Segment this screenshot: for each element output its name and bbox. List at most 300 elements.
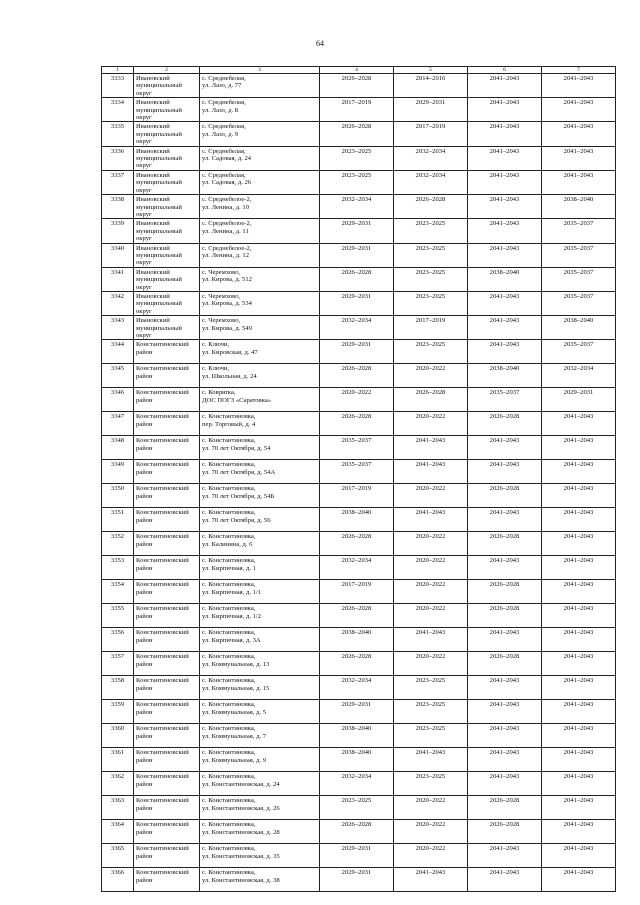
- address-line: пер. Торговый, д. 4: [202, 420, 256, 428]
- record-number-cell: 3353: [102, 556, 134, 580]
- municipality-line: муниципальный: [136, 300, 182, 308]
- period-cell: 2041–2043: [468, 844, 542, 868]
- municipality-line: округ: [136, 235, 152, 243]
- period-cell: 2023–2025: [394, 291, 468, 315]
- period-cell: 2041–2043: [468, 556, 542, 580]
- record-number-cell: 3342: [102, 291, 134, 315]
- address-cell: [200, 580, 320, 604]
- period-cell: 2038–2040: [320, 628, 394, 652]
- municipality-line: район: [136, 468, 153, 476]
- table-row: [102, 676, 616, 700]
- municipality-line: район: [136, 876, 153, 884]
- municipality-line: район: [136, 708, 153, 716]
- address-line: с. Среднебелая,: [202, 99, 246, 107]
- record-number-cell: 3333: [102, 74, 134, 98]
- municipality-line: Ивановский: [136, 147, 170, 155]
- period-cell: 2041–2043: [468, 436, 542, 460]
- period-cell: 2017–2019: [394, 316, 468, 340]
- period-cell: 2020–2022: [394, 364, 468, 388]
- address-line: с. Константиновка,: [202, 461, 256, 469]
- municipality-line: Ивановский: [136, 171, 170, 179]
- period-cell: 2029–2031: [320, 291, 394, 315]
- table-row: [102, 146, 616, 170]
- municipality-line: округ: [136, 114, 152, 122]
- municipality-line: муниципальный: [136, 155, 182, 163]
- municipality-cell: [134, 604, 200, 628]
- period-cell: 2041–2043: [468, 219, 542, 243]
- period-cell: 2023–2025: [394, 772, 468, 796]
- address-cell: [200, 436, 320, 460]
- period-cell: 2041–2043: [542, 484, 616, 508]
- municipality-line: Ивановский: [136, 244, 170, 252]
- period-cell: 2020–2022: [320, 388, 394, 412]
- municipality-cell: [134, 484, 200, 508]
- table-row: [102, 267, 616, 291]
- period-cell: 2041–2043: [542, 796, 616, 820]
- period-cell: 2026–2028: [468, 604, 542, 628]
- period-cell: 2035–2037: [320, 460, 394, 484]
- address-line: с. Константиновка,: [202, 869, 256, 877]
- period-cell: 2023–2025: [394, 243, 468, 267]
- municipality-line: район: [136, 756, 153, 764]
- address-line: с. Константиновка,: [202, 701, 256, 709]
- period-cell: 2041–2043: [468, 700, 542, 724]
- period-cell: 2032–2034: [320, 772, 394, 796]
- municipality-line: Константиновский: [136, 341, 189, 349]
- record-number-cell: 3344: [102, 340, 134, 364]
- table-row: [102, 508, 616, 532]
- municipality-cell: [134, 364, 200, 388]
- period-cell: 2041–2043: [542, 508, 616, 532]
- address-line: с. Черемхово,: [202, 317, 241, 325]
- period-cell: 2020–2022: [394, 580, 468, 604]
- period-cell: 2020–2022: [394, 532, 468, 556]
- address-cell: [200, 700, 320, 724]
- municipality-cell: [134, 508, 200, 532]
- period-cell: 2026–2028: [468, 532, 542, 556]
- address-line: ул. Коммунальная, д. 5: [202, 708, 267, 716]
- municipality-line: Константиновский: [136, 437, 189, 445]
- address-line: с. Константиновка,: [202, 653, 256, 661]
- column-header: 4: [320, 67, 394, 74]
- period-cell: 2041–2043: [542, 604, 616, 628]
- period-cell: 2032–2034: [394, 146, 468, 170]
- record-number-cell: 3335: [102, 122, 134, 146]
- address-line: с. Константиновка,: [202, 605, 256, 613]
- period-cell: 2032–2034: [320, 195, 394, 219]
- municipality-line: Константиновский: [136, 773, 189, 781]
- address-cell: [200, 604, 320, 628]
- address-cell: [200, 412, 320, 436]
- period-cell: 2020–2022: [394, 412, 468, 436]
- period-cell: 2032–2034: [320, 316, 394, 340]
- record-number-cell: 3360: [102, 724, 134, 748]
- municipality-line: район: [136, 828, 153, 836]
- municipality-line: район: [136, 588, 153, 596]
- municipality-cell: [134, 170, 200, 194]
- period-cell: 2035–2037: [542, 219, 616, 243]
- record-number-cell: 3351: [102, 508, 134, 532]
- record-number-cell: 3347: [102, 412, 134, 436]
- page-number: 64: [316, 39, 324, 48]
- address-line: ул. Кирова, д. 534: [202, 300, 252, 308]
- address-line: ул. Константиновская, д. 38: [202, 876, 280, 884]
- period-cell: 2029–2031: [320, 700, 394, 724]
- table-row: [102, 340, 616, 364]
- period-cell: 2041–2043: [468, 146, 542, 170]
- period-cell: 2035–2037: [542, 267, 616, 291]
- period-cell: 2041–2043: [542, 676, 616, 700]
- table-row: [102, 291, 616, 315]
- period-cell: 2020–2022: [394, 844, 468, 868]
- period-cell: 2026–2028: [468, 652, 542, 676]
- period-cell: 2026–2028: [468, 820, 542, 844]
- period-cell: 2026–2028: [320, 122, 394, 146]
- municipality-line: Константиновский: [136, 389, 189, 397]
- period-cell: 2017–2019: [320, 580, 394, 604]
- address-line: с. Среднебелое-2,: [202, 196, 252, 204]
- address-cell: [200, 508, 320, 532]
- municipality-line: округ: [136, 210, 152, 218]
- address-line: с. Константиновка,: [202, 773, 256, 781]
- table-row: [102, 170, 616, 194]
- municipality-cell: [134, 772, 200, 796]
- address-cell: [200, 364, 320, 388]
- municipality-cell: [134, 460, 200, 484]
- address-line: ул. Константиновская, д. 26: [202, 804, 280, 812]
- period-cell: 2032–2034: [320, 556, 394, 580]
- period-cell: 2041–2043: [468, 98, 542, 122]
- period-cell: 2041–2043: [542, 556, 616, 580]
- address-line: с. Константиновка,: [202, 533, 256, 541]
- address-line: ул. Коммунальная, д. 15: [202, 684, 270, 692]
- address-line: ул. 70 лет Октября, д. 54: [202, 444, 271, 452]
- address-line: с. Константиновка,: [202, 557, 256, 565]
- municipality-cell: [134, 267, 200, 291]
- table-row: [102, 364, 616, 388]
- record-number-cell: 3366: [102, 868, 134, 892]
- table-row: [102, 195, 616, 219]
- municipality-line: район: [136, 492, 153, 500]
- municipality-line: Ивановский: [136, 75, 170, 82]
- period-cell: 2020–2022: [394, 820, 468, 844]
- municipality-line: район: [136, 372, 153, 380]
- table-row: [102, 844, 616, 868]
- municipality-line: район: [136, 780, 153, 788]
- municipality-line: Константиновский: [136, 485, 189, 493]
- address-line: ул. Лазо, д. 9: [202, 130, 239, 138]
- record-number-cell: 3337: [102, 170, 134, 194]
- period-cell: 2023–2025: [394, 676, 468, 700]
- period-cell: 2038–2040: [320, 748, 394, 772]
- period-cell: 2038–2040: [542, 195, 616, 219]
- period-cell: 2041–2043: [394, 460, 468, 484]
- record-number-cell: 3350: [102, 484, 134, 508]
- period-cell: 2041–2043: [468, 868, 542, 892]
- municipality-line: район: [136, 660, 153, 668]
- table-row: [102, 628, 616, 652]
- address-line: ул. Кирпичная, д. 1/2: [202, 612, 262, 620]
- record-number-cell: 3362: [102, 772, 134, 796]
- period-cell: 2026–2028: [320, 74, 394, 98]
- address-line: с. Среднебелое-2,: [202, 220, 252, 228]
- record-number-cell: 3338: [102, 195, 134, 219]
- period-cell: 2041–2043: [542, 532, 616, 556]
- period-cell: 2041–2043: [542, 748, 616, 772]
- municipality-line: муниципальный: [136, 203, 182, 211]
- period-cell: 2041–2043: [394, 748, 468, 772]
- address-cell: [200, 796, 320, 820]
- address-line: с. Константиновка,: [202, 845, 256, 853]
- municipality-line: Константиновский: [136, 677, 189, 685]
- record-number-cell: 3361: [102, 748, 134, 772]
- municipality-line: муниципальный: [136, 276, 182, 284]
- address-line: с. Константиновка,: [202, 749, 256, 757]
- municipality-line: район: [136, 444, 153, 452]
- period-cell: 2041–2043: [468, 170, 542, 194]
- period-cell: 2029–2031: [542, 388, 616, 412]
- municipality-cell: [134, 291, 200, 315]
- column-header: 6: [468, 67, 542, 74]
- municipality-cell: [134, 412, 200, 436]
- period-cell: 2026–2028: [320, 412, 394, 436]
- municipality-line: Константиновский: [136, 581, 189, 589]
- municipality-line: муниципальный: [136, 130, 182, 138]
- table-row: [102, 604, 616, 628]
- municipality-cell: [134, 74, 200, 98]
- record-number-cell: 3345: [102, 364, 134, 388]
- address-line: с. Константиновка,: [202, 581, 256, 589]
- period-cell: 2041–2043: [468, 291, 542, 315]
- table-row: [102, 484, 616, 508]
- municipality-line: муниципальный: [136, 251, 182, 259]
- period-cell: 2023–2025: [394, 267, 468, 291]
- municipality-line: район: [136, 804, 153, 812]
- municipality-line: район: [136, 732, 153, 740]
- period-cell: 2041–2043: [468, 628, 542, 652]
- address-line: с. Среднебелая,: [202, 171, 246, 179]
- period-cell: 2026–2028: [320, 267, 394, 291]
- record-number-cell: 3348: [102, 436, 134, 460]
- address-line: с. Константиновка,: [202, 677, 256, 685]
- period-cell: 2026–2028: [394, 195, 468, 219]
- address-cell: [200, 316, 320, 340]
- record-number-cell: 3341: [102, 267, 134, 291]
- period-cell: 2041–2043: [542, 820, 616, 844]
- period-cell: 2032–2034: [320, 676, 394, 700]
- address-line: ДОС ПОГЗ «Саратовка»: [202, 396, 272, 404]
- table-row: [102, 796, 616, 820]
- address-line: ул. Лазо, д. 8: [202, 106, 239, 114]
- table-row: [102, 122, 616, 146]
- address-line: с. Константиновка,: [202, 509, 256, 517]
- municipality-line: Константиновский: [136, 845, 189, 853]
- address-line: ул. 70 лет Октября, д. 54А: [202, 468, 276, 476]
- municipality-cell: [134, 195, 200, 219]
- table-row: [102, 436, 616, 460]
- address-line: с. Константиновка,: [202, 821, 256, 829]
- address-cell: [200, 74, 320, 98]
- municipality-cell: [134, 820, 200, 844]
- period-cell: 2026–2028: [468, 580, 542, 604]
- table-row: [102, 724, 616, 748]
- address-line: с. Среднебелая,: [202, 147, 246, 155]
- period-cell: 2023–2025: [394, 219, 468, 243]
- table-row: [102, 820, 616, 844]
- address-cell: [200, 628, 320, 652]
- period-cell: 2026–2028: [320, 364, 394, 388]
- municipality-line: Константиновский: [136, 413, 189, 421]
- municipality-cell: [134, 146, 200, 170]
- period-cell: 2041–2043: [468, 772, 542, 796]
- municipality-cell: [134, 388, 200, 412]
- address-cell: [200, 772, 320, 796]
- address-line: ул. Кирпичная, д. 1: [202, 564, 256, 572]
- address-line: ул. Лазо, д. 77: [202, 82, 242, 90]
- record-number-cell: 3364: [102, 820, 134, 844]
- address-line: с. Ковриrка,: [202, 389, 236, 397]
- municipality-line: район: [136, 612, 153, 620]
- table-row: [102, 316, 616, 340]
- municipality-line: муниципальный: [136, 324, 182, 332]
- table-body: [102, 67, 616, 892]
- period-cell: 2041–2043: [468, 122, 542, 146]
- period-cell: 2026–2028: [394, 388, 468, 412]
- municipality-line: Ивановский: [136, 196, 170, 204]
- municipality-cell: [134, 676, 200, 700]
- record-number-cell: 3363: [102, 796, 134, 820]
- address-line: ул. Калинина, д. 6: [202, 540, 253, 548]
- municipality-cell: [134, 316, 200, 340]
- municipality-line: Ивановский: [136, 220, 170, 228]
- municipality-line: округ: [136, 89, 152, 97]
- table-row: [102, 412, 616, 436]
- address-line: с. Среднебелая,: [202, 123, 246, 131]
- address-line: ул. Садовая, д. 24: [202, 155, 252, 163]
- column-header: 3: [200, 67, 320, 74]
- address-line: ул. 70 лет Октября, д. 56: [202, 516, 271, 524]
- address-cell: [200, 291, 320, 315]
- municipality-cell: [134, 532, 200, 556]
- period-cell: 2041–2043: [468, 340, 542, 364]
- record-number-cell: 3340: [102, 243, 134, 267]
- municipality-line: округ: [136, 283, 152, 291]
- address-line: ул. Кирова, д. 512: [202, 276, 252, 284]
- municipality-line: Константиновский: [136, 365, 189, 373]
- address-line: с. Константиновка,: [202, 725, 256, 733]
- period-cell: 2026–2028: [320, 532, 394, 556]
- municipality-line: округ: [136, 186, 152, 194]
- period-cell: 2020–2022: [394, 796, 468, 820]
- record-number-cell: 3356: [102, 628, 134, 652]
- period-cell: 2032–2034: [542, 364, 616, 388]
- period-cell: 2041–2043: [542, 724, 616, 748]
- period-cell: 2041–2043: [542, 74, 616, 98]
- address-line: ул. 70 лет Октября, д. 54Б: [202, 492, 275, 500]
- municipality-line: Константиновский: [136, 605, 189, 613]
- period-cell: 2029–2031: [320, 219, 394, 243]
- period-cell: 2041–2043: [542, 122, 616, 146]
- period-cell: 2035–2037: [468, 388, 542, 412]
- period-cell: 2041–2043: [394, 508, 468, 532]
- address-line: с. Константиновка,: [202, 413, 256, 421]
- address-line: ул. Ленина, д. 12: [202, 251, 250, 259]
- municipality-line: округ: [136, 259, 152, 267]
- address-line: с. Черемхово,: [202, 268, 241, 276]
- period-cell: 2029–2031: [320, 868, 394, 892]
- address-cell: [200, 170, 320, 194]
- municipality-line: муниципальный: [136, 106, 182, 114]
- table-row: [102, 868, 616, 892]
- municipality-cell: [134, 122, 200, 146]
- period-cell: 2041–2043: [542, 98, 616, 122]
- period-cell: 2038–2040: [320, 724, 394, 748]
- address-cell: [200, 868, 320, 892]
- table-row: [102, 243, 616, 267]
- period-cell: 2023–2025: [394, 724, 468, 748]
- address-cell: [200, 388, 320, 412]
- address-line: с. Ключи,: [202, 341, 230, 349]
- municipality-line: округ: [136, 307, 152, 315]
- record-number-cell: 3354: [102, 580, 134, 604]
- period-cell: 2020–2022: [394, 484, 468, 508]
- address-line: с. Константиновка,: [202, 437, 256, 445]
- record-number-cell: 3336: [102, 146, 134, 170]
- municipality-line: Константиновский: [136, 533, 189, 541]
- municipality-line: район: [136, 684, 153, 692]
- address-cell: [200, 748, 320, 772]
- municipality-line: район: [136, 636, 153, 644]
- period-cell: 2035–2037: [542, 291, 616, 315]
- municipality-line: Константиновский: [136, 797, 189, 805]
- period-cell: 2041–2043: [468, 243, 542, 267]
- municipality-line: район: [136, 396, 153, 404]
- municipality-line: муниципальный: [136, 82, 182, 90]
- municipality-line: Ивановский: [136, 123, 170, 131]
- record-number-cell: 3334: [102, 98, 134, 122]
- address-line: ул. Кирова, д. 549: [202, 324, 252, 332]
- period-cell: 2041–2043: [468, 195, 542, 219]
- municipality-cell: [134, 243, 200, 267]
- address-line: с. Среднебелое-2,: [202, 244, 252, 252]
- municipality-cell: [134, 436, 200, 460]
- municipality-line: район: [136, 540, 153, 548]
- period-cell: 2032–2034: [394, 170, 468, 194]
- address-cell: [200, 219, 320, 243]
- address-cell: [200, 195, 320, 219]
- municipality-cell: [134, 340, 200, 364]
- municipality-cell: [134, 628, 200, 652]
- address-cell: [200, 676, 320, 700]
- period-cell: 2041–2043: [542, 436, 616, 460]
- address-line: ул. Константиновская, д. 35: [202, 852, 280, 860]
- municipality-line: Константиновский: [136, 725, 189, 733]
- municipality-line: Ивановский: [136, 292, 170, 300]
- period-cell: 2041–2043: [468, 676, 542, 700]
- municipality-line: Ивановский: [136, 268, 170, 276]
- address-line: с. Константиновка,: [202, 485, 256, 493]
- record-number-cell: 3355: [102, 604, 134, 628]
- address-cell: [200, 820, 320, 844]
- municipality-line: округ: [136, 162, 152, 170]
- address-line: с. Среднебелая,: [202, 75, 246, 82]
- record-number-cell: 3349: [102, 460, 134, 484]
- column-header: 7: [542, 67, 616, 74]
- period-cell: 2029–2031: [320, 243, 394, 267]
- municipality-line: Константиновский: [136, 509, 189, 517]
- period-cell: 2026–2028: [320, 604, 394, 628]
- period-cell: 2026–2028: [468, 484, 542, 508]
